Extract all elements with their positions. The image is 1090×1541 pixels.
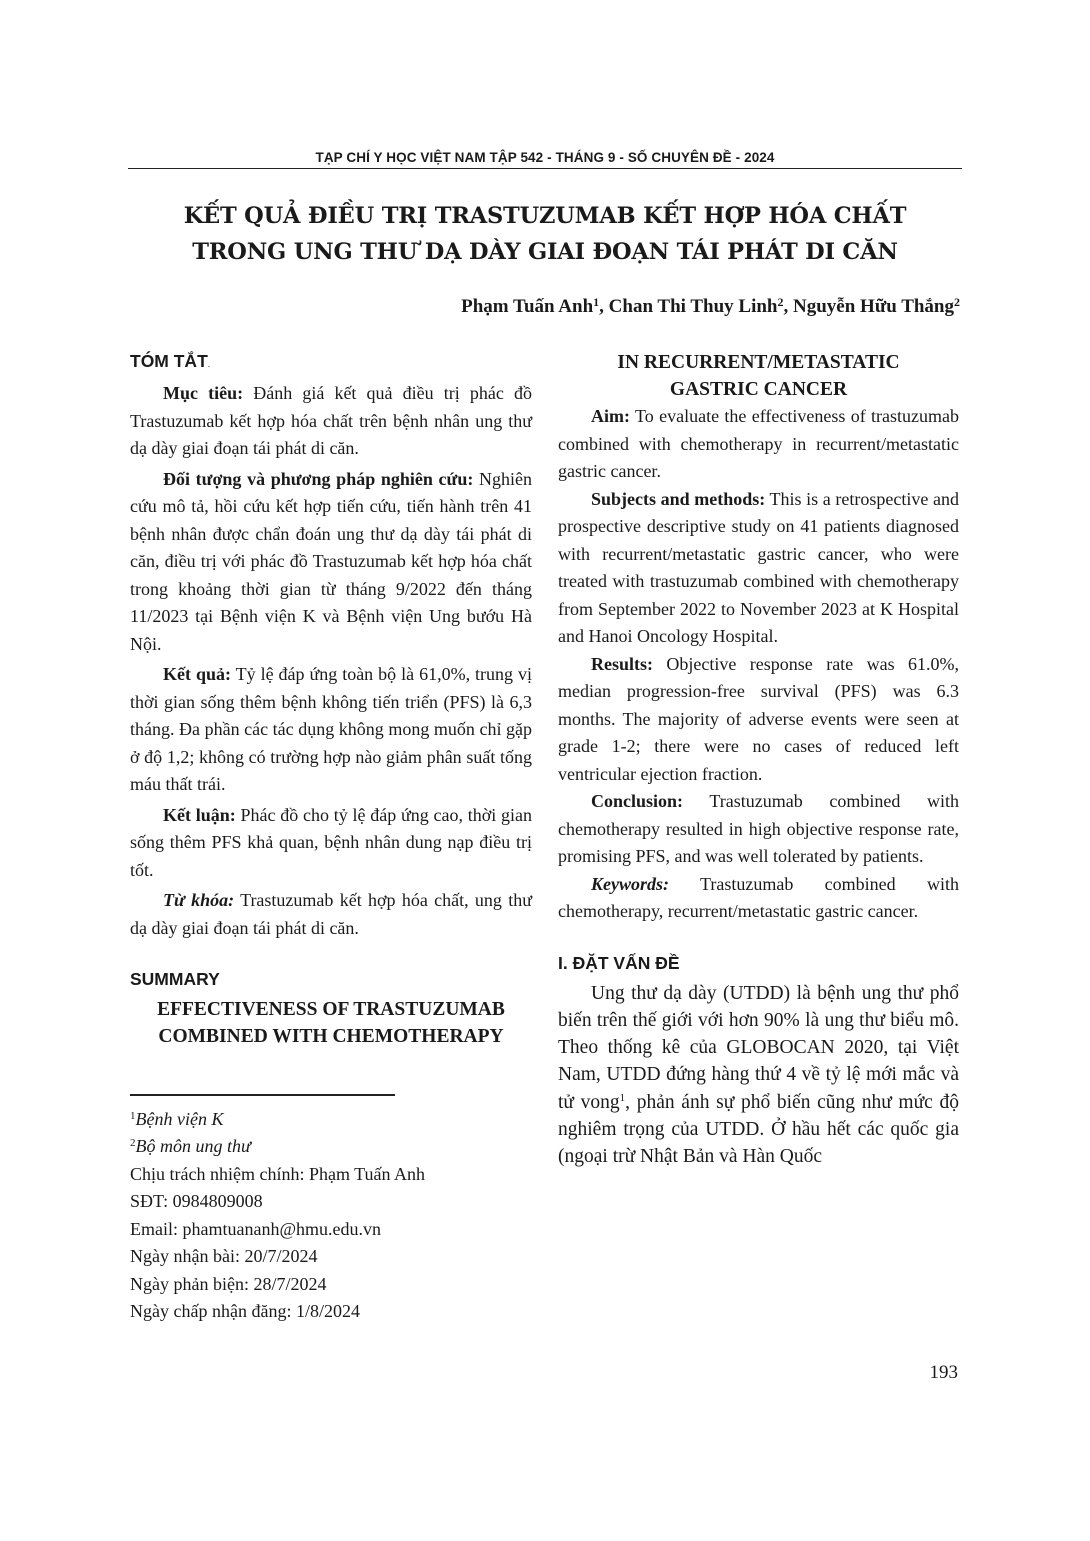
footnote-affiliation: $^1$Bệnh viện K <box>130 1108 224 1129</box>
summary-results: Results: Objective response rate was 61.0%, median progression-free survival (PFS) was 6.3 months. The majority of adverse events were seen at grade 1-2; there were no cases of reduced left ventricular ejection fraction. <box>558 653 959 784</box>
summary-aim: Aim: To evaluate the effectiveness of trastuzumab combined with chemotherapy in recurrent/metastatic gastric cancer. <box>558 406 959 481</box>
abstract-vn-aim: Mục tiêu: Đánh giá kết quả điều trị phác đồ Trastuzumab kết hợp hóa chất trên bệnh nhân ung thư dạ dày giai đoạn tái phát di căn. <box>130 383 532 458</box>
header-rule <box>128 168 962 169</box>
corresponding-author: Chịu trách nhiệm chính: Phạm Tuấn Anh <box>130 1163 425 1184</box>
date-reviewed: Ngày phản biện: 28/7/2024 <box>130 1273 327 1294</box>
section-paragraph: Ung thư dạ dày (UTDD) là bệnh ung thư phổ biến trên thế giới với hơn 90% là ung thư biểu mô. Theo thống kê của GLOBOCAN 2020, tại Việt Nam, UTDD đứng hàng thứ 4 về tỷ lệ mới mắc và tử vong$^1$, phản ánh sự phổ biến cũng như mức độ nghiêm trọng của UTDD. Ở hầu hết các quốc gia (ngoại trừ Nhật Bản và Hàn Quốc <box>558 982 959 1168</box>
abstract-vn-heading: TÓM TẮT. <box>130 351 211 371</box>
summary-keywords: Keywords: Trastuzumab combined with chemotherapy, recurrent/metastatic gastric cancer. <box>558 873 959 921</box>
summary-methods: Subjects and methods: This is a retrospective and prospective descriptive study on 41 patients diagnosed with recurrent/metastatic gastric cancer, who were treated with trastuzumab combined with chemotherapy from September 2022 to November 2023 at K Hospital and Hanoi Oncology Hospital. <box>558 488 959 646</box>
author-separator: , <box>599 296 609 317</box>
title-line: TRONG UNG THƯ DẠ DÀY GIAI ĐOẠN TÁI PHÁT DI CĂN <box>192 239 898 265</box>
author-separator: , <box>783 296 793 317</box>
summary-title <box>130 996 532 1050</box>
abstract-vn-methods: Đối tượng và phương pháp nghiên cứu: Nghiên cứu mô tả, hồi cứu kết hợp tiến cứu, tiến hành trên 41 bệnh nhân được chẩn đoán ung thư dạ dày tái phát di căn, điều trị với phác đồ Trastuzumab kết hợp hóa chất trong khoảng thời gian từ tháng 9/2022 đến tháng 11/2023 tại Bệnh viện K và Bệnh viện Ung bướu Hà Nội. <box>130 468 532 654</box>
abstract-vn-results: Kết quả: Tỷ lệ đáp ứng toàn bộ là 61,0%, trung vị thời gian sống thêm bệnh không tiến triển (PFS) là 6,3 tháng. Đa phần các tác dụng không mong muốn chỉ gặp ở độ 1,2; không có trường hợp nào giảm phân suất tống máu thất trái. <box>130 664 532 794</box>
affiliation-mark: 1 <box>593 295 600 309</box>
summary-title-line: GASTRIC CANCER <box>669 379 848 400</box>
email: Email: phamtuananh@hmu.edu.vn <box>130 1218 382 1239</box>
article-title <box>130 198 960 270</box>
right-column <box>558 348 959 1171</box>
date-accepted: Ngày chấp nhận đăng: 1/8/2024 <box>130 1301 360 1321</box>
author-name: Phạm Tuấn Anh <box>461 296 594 317</box>
date-received: Ngày nhận bài: 20/7/2024 <box>130 1246 318 1266</box>
summary-title-line: IN RECURRENT/METASTATIC <box>617 352 900 373</box>
running-head: TẠP CHÍ Y HỌC VIỆT NAM TẬP 542 - THÁNG 9 - SỐ CHUYÊN ĐỀ - 2024 <box>315 150 775 165</box>
citation-mark: 1 <box>619 1091 626 1104</box>
author-name: Nguyễn Hữu Thắng <box>793 296 954 317</box>
author-name: Chan Thi Thuy Linh <box>608 296 778 317</box>
affiliation-mark: 2 <box>777 295 784 309</box>
author-list <box>461 296 960 318</box>
page-number: 193 <box>929 1362 958 1383</box>
summary-title-cont <box>558 349 959 403</box>
footnote-rule <box>130 1094 395 1096</box>
abstract-vn-conclusion: Kết luận: Phác đồ cho tỷ lệ đáp ứng cao, thời gian sống thêm PFS khả quan, bệnh nhân dung nạp điều trị tốt. <box>130 804 532 880</box>
summary-title-line: COMBINED WITH CHEMOTHERAPY <box>158 1026 504 1047</box>
title-line: KẾT QUẢ ĐIỀU TRỊ TRASTUZUMAB KẾT HỢP HÓA CHẤT <box>183 203 907 229</box>
affiliation-mark: 2 <box>954 295 960 309</box>
summary-title-line: EFFECTIVENESS OF TRASTUZUMAB <box>157 999 505 1020</box>
summary-heading: SUMMARY <box>130 969 220 989</box>
left-column <box>130 348 532 1326</box>
phone: SĐT: 0984809008 <box>130 1191 263 1211</box>
footnotes <box>130 1106 532 1326</box>
summary-conclusion: Conclusion: Trastuzumab combined with chemotherapy resulted in high objective response rate, promising PFS, and was well tolerated by patients. <box>558 791 959 866</box>
footnote-affiliation: $^2$Bộ môn ung thư <box>130 1136 251 1156</box>
section-heading: I. ĐẶT VẤN ĐỀ <box>558 952 680 973</box>
abstract-vn-keywords: Từ khóa: Trastuzumab kết hợp hóa chất, ung thư dạ dày giai đoạn tái phát di căn. <box>130 890 532 938</box>
